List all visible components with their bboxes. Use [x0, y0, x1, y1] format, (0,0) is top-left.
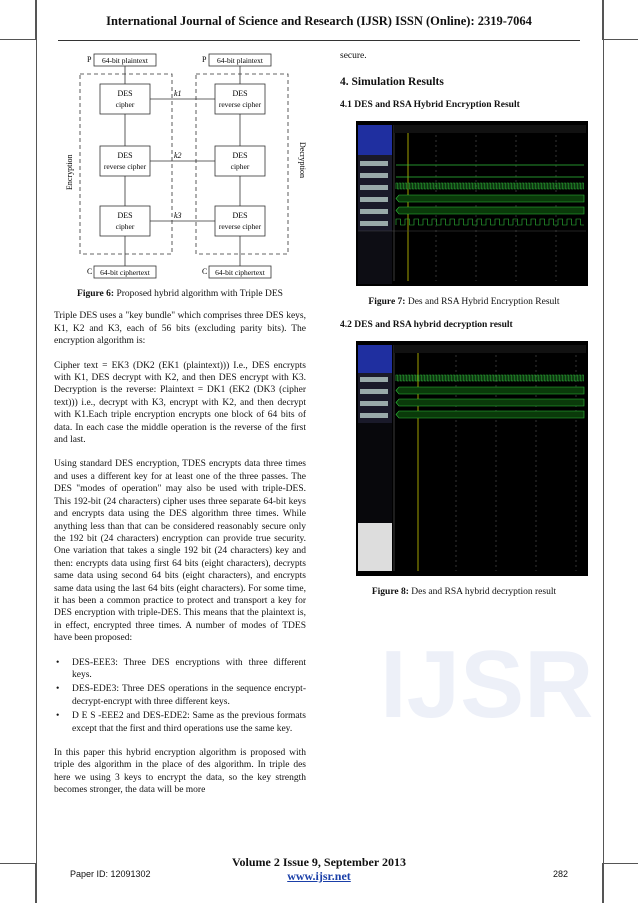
figure-8-caption [340, 586, 588, 598]
signal-name [360, 185, 388, 190]
plaintext-label-right: 64-bit plaintext [216, 56, 264, 65]
signal-name [360, 413, 388, 418]
journal-link[interactable]: www.ijsr.net [287, 869, 351, 883]
ijsr-watermark: IJSR [380, 631, 594, 738]
caption-label: Figure 8: [371, 587, 409, 598]
plaintext-label-left: 64-bit plaintext [101, 56, 149, 65]
des-box-text: reverse cipher [218, 222, 262, 231]
encryption-label: Encryption [65, 154, 74, 190]
signal-name [360, 161, 388, 166]
des-box-text: cipher [230, 162, 250, 171]
des-box-text: cipher [115, 222, 135, 231]
c-label-right: C [202, 267, 208, 276]
caption-label: Figure 7: [368, 297, 406, 308]
paragraph: secure. [340, 51, 367, 61]
list-item: • D E S -EEE2 and DES-EDE2: Same as the previous formats except that the first and third operations use the same key. [54, 710, 306, 735]
des-box-text: DES [232, 89, 248, 98]
signal-name [360, 209, 388, 214]
volume-info: Volume 2 Issue 9, September 2013 [231, 855, 406, 869]
figure-7-caption [340, 296, 588, 308]
caption-text: Proposed hybrid algorithm with Triple DES [114, 289, 283, 299]
signal-name-panel [358, 345, 392, 373]
waveform-bus [396, 411, 584, 418]
signal-name-panel [358, 125, 392, 155]
signal-name [360, 173, 388, 178]
key-label-2: k2 [174, 151, 182, 160]
paragraph: In this paper this hybrid encryption algorithm is proposed with triple des algorithm in the place of des algorithm. In triple des here we using 3 keys to encrypt the data, so the key strength becomes stronger, the data will be more [54, 748, 306, 796]
waveform-bus [396, 399, 584, 406]
left-column [54, 50, 306, 809]
list-item: • DES-EDE3: Three DES operations in the sequence encrypt-decrypt-encrypt with three different keys. [54, 683, 306, 708]
header-rule [58, 40, 580, 41]
caption-label: Figure 6: [77, 289, 115, 299]
journal-header: International Journal of Science and Research (IJSR) ISSN (Online): 2319-7064 [106, 14, 532, 28]
p-label-right: P [202, 55, 207, 64]
paper-id: Paper ID: 12091302 [70, 869, 151, 879]
des-box-text: DES [232, 211, 248, 220]
des-box-text: DES [117, 89, 133, 98]
signal-name [360, 197, 388, 202]
des-box-text: cipher [115, 100, 135, 109]
list-item: • DES-EEE3: Three DES encryptions with three different keys. [54, 657, 306, 682]
figure-6-caption [54, 288, 306, 300]
bullet-list [54, 657, 306, 735]
des-box-text: DES [117, 151, 133, 160]
figure-8-simulation-screenshot [356, 341, 588, 576]
des-box-text: reverse cipher [218, 100, 262, 109]
caption-text: Des and RSA hybrid decryption result [408, 587, 557, 598]
paragraph: Triple DES uses a "key bundle" which comprises three DES keys, K1, K2 and K3, each of 56 bits (excluding parity bits). The encryption algorithm is: [54, 311, 306, 347]
signal-name [360, 377, 388, 382]
key-label-1: k1 [174, 89, 182, 98]
subsection-title: 4.2 DES and RSA hybrid decryption result [340, 319, 513, 330]
page-number: 282 [552, 869, 568, 879]
key-label-3: k3 [174, 211, 182, 220]
ciphertext-label-left: 64-bit ciphertext [100, 268, 150, 277]
paragraph: Cipher text = EK3 (DK2 (EK1 (plaintext))) I.e., DES encrypts with K1, DES decrypt with K2, and then DES encrypt with K3. Decryption is the reverse: Plaintext = DK1 (EK2 (DK3 (cipher text))) i.e., decrypt with K3, encrypt with K2, and then decrypt with K1.Each triple encryption encrypts one block of 64 bits of data. In each case the middle operation is the reverse of the first and last. [54, 360, 306, 446]
waveform-bus [396, 207, 584, 214]
waveform-bus [396, 195, 584, 202]
figure-7-simulation-screenshot [356, 121, 588, 286]
des-box-text: DES [117, 211, 133, 220]
figure-6-diagram [54, 50, 306, 282]
c-label-left: C [87, 267, 93, 276]
signal-name [360, 389, 388, 394]
p-label-left: P [87, 55, 92, 64]
right-column [340, 50, 588, 608]
subsection-title: 4.1 DES and RSA Hybrid Encryption Result [340, 99, 520, 110]
paragraph: Using standard DES encryption, TDES encrypts data three times and uses a different key for at least one of the three passes. The DES "modes of operation" may also be used with triple-DES. This 192-bit (24 characters) cipher uses three separate 64-bit keys and encrypts data using the DES algorithm three times. While anything less than that can be considered reasonably secure only the 192 bit (24 characters) encryption can provide true security. One variation that takes a single 192 bit (24 characters) key and then: encrypts data using first 64 bits (eight characters), decrypts same data using second 64 bits (eight characters), and encrypts same data using the last 64 bits (eight characters). For some time, it has been a common practice to protect and transport a key for DES encryption with triple-DES. This means that the plaintext is, in effect, encrypted three times. A number of modes of TDES have been proposed: [54, 459, 306, 644]
section-title: 4. Simulation Results [340, 76, 444, 89]
signal-name [360, 401, 388, 406]
des-box-text: reverse cipher [103, 162, 147, 171]
ciphertext-label-right: 64-bit ciphertext [215, 268, 265, 277]
caption-text: Des and RSA Hybrid Encryption Result [405, 297, 560, 308]
signal-name [360, 221, 388, 226]
waveform-bus [396, 387, 584, 394]
des-box-text: DES [232, 151, 248, 160]
decryption-label: Decryption [298, 142, 307, 178]
